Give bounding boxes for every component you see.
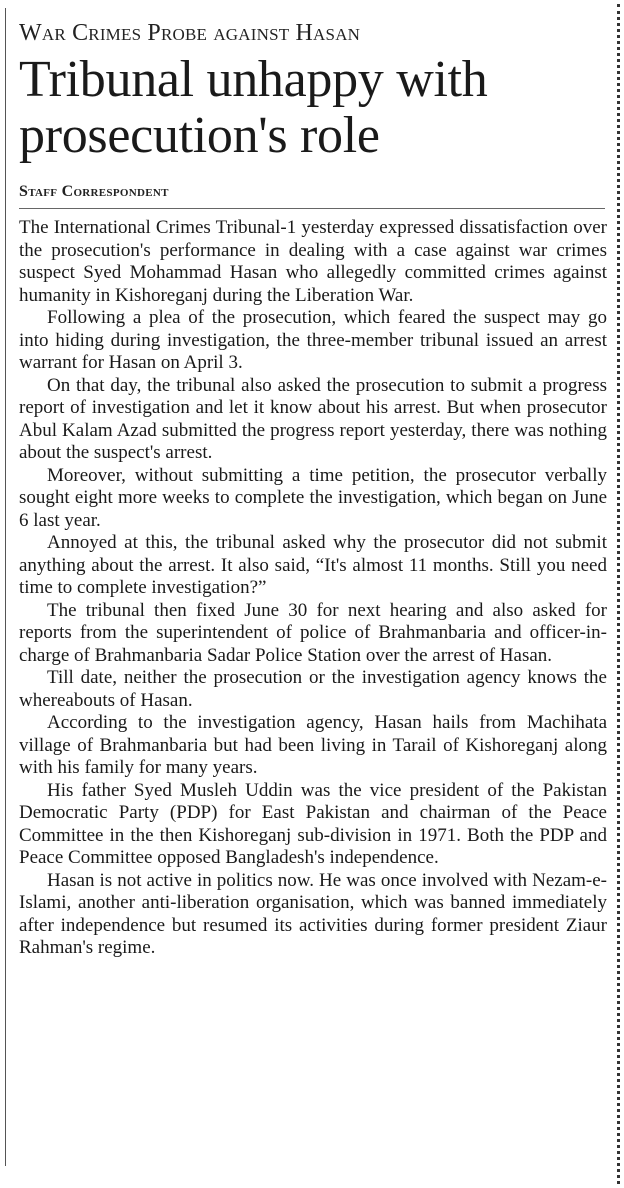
- column-left-rule: [5, 8, 6, 1166]
- article-paragraph: According to the investigation agency, Hasan hails from Machihata village of Brahmanbaria but had been living in Tarail of Kishoreganj along with his family for many years.: [19, 712, 607, 778]
- article-paragraph: His father Syed Musleh Uddin was the vice president of the Pakistan Democratic Party (PDP) for East Pakistan and chairman of the Peace Committee in the then Kishoreganj sub-division in 1971. Both the PDP and Peace Committee opposed Bangladesh's independence.: [19, 779, 607, 868]
- article-paragraph: Moreover, without submitting a time petition, the prosecutor verbally sought eight more weeks to complete the investigation, which began on June 6 last year.: [19, 464, 607, 531]
- article-paragraph: Hasan is not active in politics now. He was once involved with Nezam-e-Islami, another anti-liberation organisation, which was banned immediately after independence but resumed its activities during former president Ziaur Rahman's regime.: [19, 869, 607, 958]
- article-byline: Staff Correspondent: [19, 183, 169, 200]
- article-body: [19, 217, 607, 960]
- article-paragraph: Following a plea of the prosecution, which feared the suspect may go into hiding during investigation, the three-member tribunal issued an arrest warrant for Hasan on April 3.: [19, 307, 607, 373]
- article-paragraph: On that day, the tribunal also asked the prosecution to submit a progress report of investigation and let it know about his arrest. But when prosecutor Abul Kalam Azad submitted the progress report yesterday, there was nothing about the suspect's arrest.: [19, 374, 607, 463]
- article-paragraph: Annoyed at this, the tribunal asked why the prosecutor did not submit anything about the arrest. It also said, “It's almost 11 months. Still you need time to complete investigation?”: [19, 532, 607, 598]
- article-paragraph: The International Crimes Tribunal-1 yesterday expressed dissatisfaction over the prosecution's performance in dealing with a case against war crimes suspect Syed Mohammad Hasan who allegedly committed crimes against humanity in Kishoreganj during the Liberation War.: [19, 217, 607, 306]
- article-headline: Tribunal unhappy with prosecution's role: [19, 51, 488, 164]
- article-kicker: War Crimes Probe against Hasan: [19, 20, 361, 46]
- news-article: [19, 18, 607, 960]
- byline-divider: [19, 208, 605, 209]
- article-paragraph: Till date, neither the prosecution or the investigation agency knows the whereabouts of Hasan.: [19, 667, 607, 711]
- article-paragraph: The tribunal then fixed June 30 for next hearing and also asked for reports from the superintendent of police of Brahmanbaria and officer-in-charge of Brahmanbaria Sadar Police Station over the arrest of Hasan.: [19, 599, 607, 666]
- column-dotted-separator: [617, 4, 620, 1184]
